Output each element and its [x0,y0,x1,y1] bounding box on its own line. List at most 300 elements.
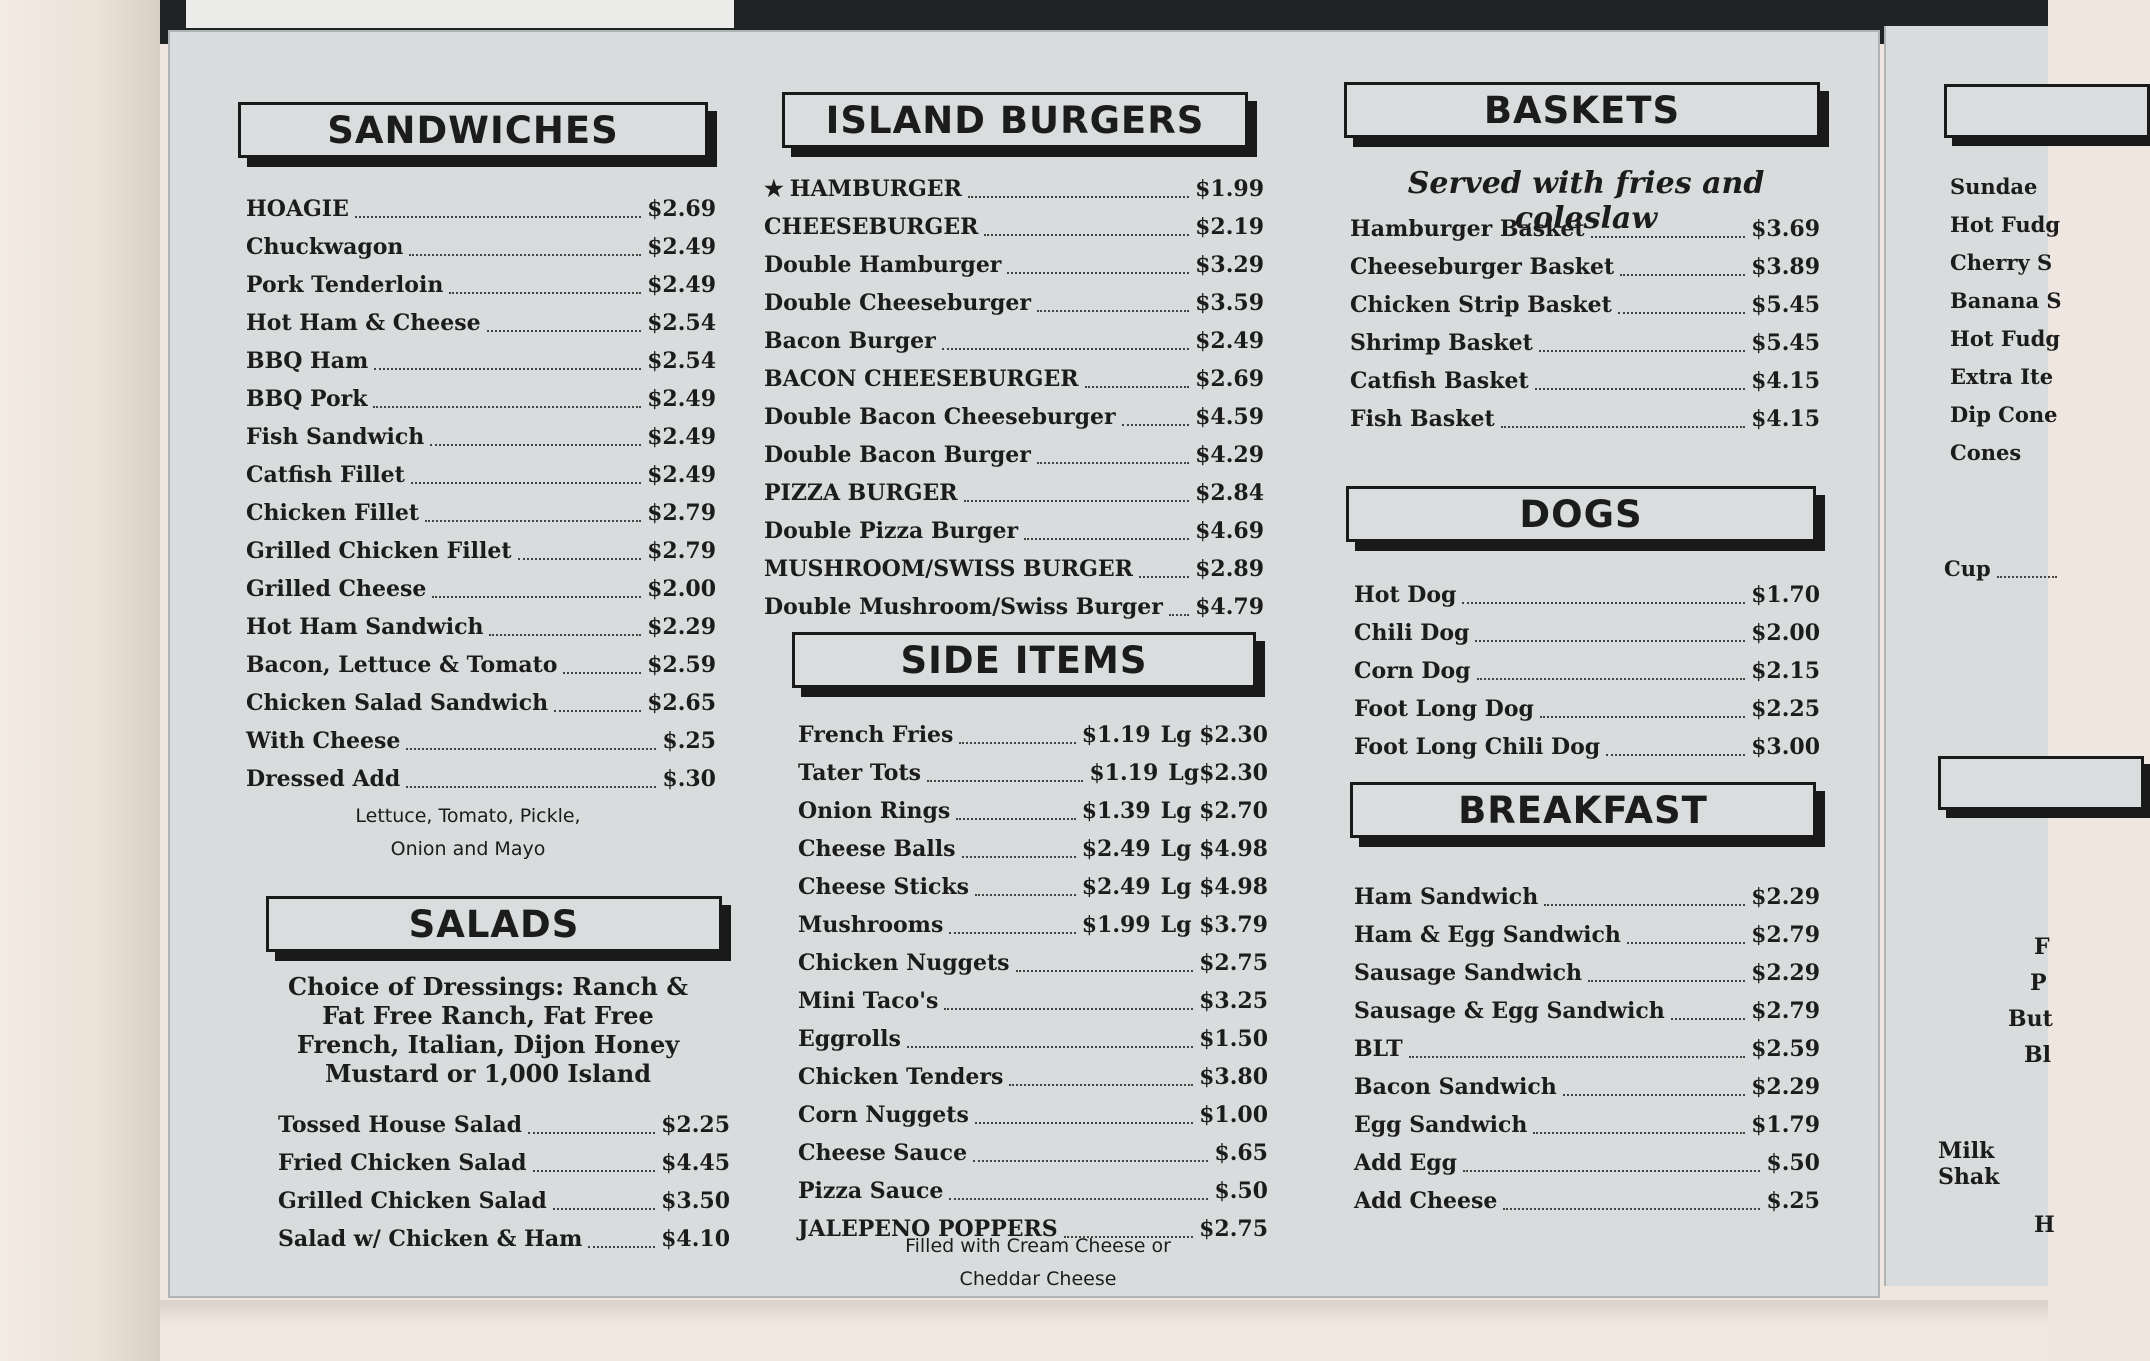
partial-item-name: Cherry S [1950,250,2053,275]
menu-item-price: $2.49 [1195,328,1264,354]
menu-item-row [246,266,716,304]
menu-item-name: Chicken Strip Basket [1350,292,1612,318]
dot-leader [1085,360,1190,388]
dot-leader [374,342,641,370]
dot-leader [956,792,1075,820]
menu-item-price: $5.45 [1751,330,1820,356]
menu-item-row [246,494,716,532]
dot-leader [1606,728,1745,756]
dot-leader [964,474,1190,502]
menu-item-name: Tossed House Salad [278,1112,522,1138]
sandwiches-note-line1: Lettuce, Tomato, Pickle, [355,805,581,827]
menu-item-name: Mushrooms [798,912,944,938]
menu-item-price: $2.79 [647,538,716,564]
partial-list [1950,168,2150,472]
menu-item-name: Double Bacon Cheeseburger [764,404,1116,430]
menu-item-row [246,760,716,798]
menu-item-name: Add Egg [1354,1150,1458,1176]
dot-leader [1477,652,1746,680]
menu-item-name: Chicken Fillet [246,500,420,526]
menu-item-name: BLT [1354,1036,1403,1062]
dot-leader [1503,1182,1760,1210]
partial-item-name: Dip Cone [1950,402,2058,427]
partial-banner-bottom [1938,756,2144,810]
dot-leader [528,1106,655,1134]
dot-leader [949,906,1075,934]
menu-item-name: Chicken Tenders [798,1064,1004,1090]
menu-item-price: $2.00 [1751,620,1820,646]
dot-leader [1588,954,1745,982]
menu-item-row [798,792,1268,830]
dot-leader [409,228,641,256]
menu-item-name: Grilled Cheese [246,576,427,602]
partial-item-row [1950,244,2150,282]
menu-item-name: HAMBURGER [789,176,962,202]
menu-item-name: Fish Basket [1350,406,1495,432]
menu-item-row [278,1220,730,1258]
partial-item-name: Cones [1950,440,2022,465]
menu-item-row [246,228,716,266]
dot-leader [1544,878,1745,906]
menu-item-row [1354,954,1820,992]
menu-item-price: $3.69 [1751,216,1820,242]
menu-item-price: $2.84 [1195,480,1264,506]
menu-item-name: Pork Tenderloin [246,272,444,298]
dot-leader [1007,246,1189,274]
menu-item-row [246,608,716,646]
dot-leader [1169,588,1189,616]
menu-item-price: $1.99 [1081,912,1151,938]
sides-banner [792,632,1256,688]
menu-item-row [1354,916,1820,954]
menu-sheet-partial [1884,26,2062,1286]
dot-leader [1591,210,1746,238]
star-icon: ★ [764,176,784,202]
menu-item-name: Corn Dog [1354,658,1471,684]
menu-item-price: $2.69 [1195,366,1264,392]
menu-item-row [246,646,716,684]
menu-item-row [798,1096,1268,1134]
menu-item-large-price: Lg$2.30 [1168,760,1268,786]
menu-item-row [278,1106,730,1144]
menu-item-name: Cheeseburger Basket [1350,254,1615,280]
menu-item-row [798,868,1268,906]
menu-item-name: BACON CHEESEBURGER [764,366,1079,392]
breakfast-title: BREAKFAST [1458,788,1708,832]
menu-item-price: $4.79 [1195,594,1264,620]
dot-leader [406,722,656,750]
menu-item-name: Ham & Egg Sandwich [1354,922,1621,948]
burgers-title: ISLAND BURGERS [825,98,1205,142]
dot-leader [968,170,1189,198]
menu-item-price: $3.00 [1751,734,1820,760]
menu-item-name: Hot Dog [1354,582,1457,608]
menu-item-price: $2.29 [647,614,716,640]
menu-item-name: Catfish Fillet [246,462,405,488]
menu-item-name: Cheese Balls [798,836,956,862]
dot-leader [1618,286,1745,314]
menu-item-row [1354,652,1820,690]
menu-item-row [1350,362,1820,400]
baskets-title: BASKETS [1483,88,1681,132]
menu-item-row [798,1134,1268,1172]
salads-banner [266,896,722,952]
menu-item-price: $2.54 [647,348,716,374]
menu-item-row [798,944,1268,982]
dot-leader [949,1172,1208,1200]
menu-item-price: $2.79 [1751,922,1820,948]
partial-item-row [1950,434,2150,472]
dot-leader [984,208,1189,236]
menu-item-price: $1.79 [1751,1112,1820,1138]
dot-leader [1535,362,1746,390]
menu-item-row [246,456,716,494]
menu-sheet [168,30,1880,1298]
menu-item-row [1354,1030,1820,1068]
menu-item-price: $.25 [1766,1188,1820,1214]
partial-item-name: Hot Fudg [1950,326,2061,351]
baskets-subtitle: Served with fries and coleslaw [1407,166,1765,236]
dot-leader [411,456,641,484]
menu-item-price: $2.59 [647,652,716,678]
menu-item-row [246,684,716,722]
menu-item-name: Chili Dog [1354,620,1470,646]
menu-item-name: Fried Chicken Salad [278,1150,527,1176]
menu-item-row [798,1058,1268,1096]
menu-item-large-price: Lg $2.30 [1160,722,1268,748]
menu-item-row [1354,576,1820,614]
menu-item-row [278,1182,730,1220]
menu-item-name: Double Mushroom/Swiss Burger [764,594,1163,620]
menu-item-name: Sausage Sandwich [1354,960,1583,986]
menu-item-row [798,906,1268,944]
menu-item-price: $3.59 [1195,290,1264,316]
menu-item-name: Chuckwagon [246,234,404,260]
menu-item-price: $2.65 [647,690,716,716]
dot-leader [942,322,1189,350]
menu-item-price: $4.29 [1195,442,1264,468]
menu-item-row [1354,728,1820,766]
sandwiches-note [248,800,688,866]
menu-item-row [246,190,716,228]
menu-item-row [1350,248,1820,286]
menu-item-price: $2.49 [647,462,716,488]
menu-item-price: $2.49 [647,272,716,298]
dot-leader [355,190,641,218]
dot-leader [563,646,641,674]
dot-leader [1540,690,1745,718]
menu-item-price: $3.50 [661,1188,730,1214]
menu-item-row [246,380,716,418]
menu-item-name: Bacon, Lettuce & Tomato [246,652,558,678]
menu-item-row [764,322,1264,360]
menu-item-row [278,1144,730,1182]
menu-item-name: MUSHROOM/SWISS BURGER [764,556,1133,582]
menu-item-price: $1.50 [1199,1026,1268,1052]
menu-item-row [798,1020,1268,1058]
dot-leader [518,532,642,560]
menu-item-name: Salad w/ Chicken & Ham [278,1226,583,1252]
menu-item-row [798,716,1268,754]
sides-title: SIDE ITEMS [900,638,1148,682]
menu-item-row [764,512,1264,550]
menu-item-price: $2.29 [1751,1074,1820,1100]
menu-item-row [246,304,716,342]
menu-item-price: $.50 [1214,1178,1268,1204]
menu-item-name: Shrimp Basket [1350,330,1533,356]
menu-item-name: With Cheese [246,728,401,754]
menu-item-row [1350,286,1820,324]
partial-item-name: Hot Fudg [1950,212,2061,237]
menu-item-row [798,830,1268,868]
dot-leader [973,1134,1208,1162]
sandwiches-list [246,190,716,798]
dot-leader [1539,324,1745,352]
menu-item-large-price: Lg $4.98 [1160,836,1268,862]
menu-item-price: $2.15 [1751,658,1820,684]
menu-item-name: Foot Long Dog [1354,696,1534,722]
breakfast-list [1354,878,1820,1220]
menu-item-row [764,170,1264,208]
menu-item-price: $3.89 [1751,254,1820,280]
partial-banner-top [1944,84,2150,138]
dot-leader [1139,550,1189,578]
salads-dressings: Choice of Dressings: Ranch & Fat Free Ranch, Fat Free French, Italian, Dijon Honey Mustard or 1,000 Island [287,972,688,1088]
partial-cup-label: Cup [1944,556,1991,581]
menu-item-row [1354,992,1820,1030]
menu-item-name: Cheese Sticks [798,874,969,900]
menu-item-name: Hot Ham & Cheese [246,310,481,336]
menu-item-price: $5.45 [1751,292,1820,318]
sandwiches-note-line2: Onion and Mayo [390,838,546,860]
menu-item-name: Double Hamburger [764,252,1002,278]
sides-note-line1: Filled with Cream Cheese or [905,1235,1171,1257]
menu-item-row [246,532,716,570]
menu-item-name: Tater Tots [798,760,921,786]
menu-item-price: $.25 [662,728,716,754]
menu-item-price: $4.15 [1751,406,1820,432]
menu-item-price: $4.45 [661,1150,730,1176]
partial-item-name: Extra Ite [1950,364,2054,389]
dot-leader [373,380,641,408]
menu-item-price: $4.15 [1751,368,1820,394]
menu-item-price: $2.49 [647,386,716,412]
dot-leader [1037,436,1189,464]
dot-leader [1627,916,1745,944]
dot-leader [944,982,1193,1010]
menu-item-price: $.50 [1766,1150,1820,1176]
menu-item-price: $2.75 [1199,1216,1268,1242]
partial-letter-4: Bl [2024,1042,2051,1068]
menu-item-row [1354,1182,1820,1220]
menu-item-name: Double Pizza Burger [764,518,1019,544]
dot-leader [554,684,641,712]
partial-item-row [1950,168,2150,206]
dot-leader [406,760,656,788]
menu-item-name: BBQ Pork [246,386,368,412]
menu-item-price: $2.54 [647,310,716,336]
sides-list [798,716,1268,1248]
menu-item-row [1354,1144,1820,1182]
menu-item-name: Bacon Sandwich [1354,1074,1557,1100]
baskets-list [1350,210,1820,438]
menu-item-row [246,342,716,380]
dot-leader [1037,284,1189,312]
menu-item-name: Ham Sandwich [1354,884,1539,910]
menu-item-price: $2.29 [1751,884,1820,910]
salads-title: SALADS [408,902,580,946]
menu-item-row [764,588,1264,626]
menu-item-row [764,284,1264,322]
menu-item-name: Double Bacon Burger [764,442,1031,468]
menu-item-name: Hot Ham Sandwich [246,614,484,640]
menu-item-price: $1.70 [1751,582,1820,608]
dot-leader [1016,944,1194,972]
dogs-banner [1346,486,1816,542]
dot-leader [959,716,1075,744]
menu-item-large-price: Lg $4.98 [1160,874,1268,900]
menu-item-row [1350,210,1820,248]
menu-item-name: Double Cheeseburger [764,290,1031,316]
partial-milk-shake: Milk Shak [1938,1138,2000,1190]
dot-leader [533,1144,656,1172]
partial-letter-h: H [2034,1212,2055,1238]
menu-item-price: $2.89 [1195,556,1264,582]
menu-item-price: $4.69 [1195,518,1264,544]
dot-leader [907,1020,1193,1048]
dogs-list [1354,576,1820,766]
menu-item-name: Pizza Sauce [798,1178,944,1204]
partial-item-row [1950,320,2150,358]
partial-letter-2: P [2030,970,2047,996]
dot-leader [1009,1058,1193,1086]
baskets-banner [1344,82,1820,138]
menu-item-large-price: Lg $3.79 [1160,912,1268,938]
menu-item-row [1350,324,1820,362]
menu-item-name: Hamburger Basket [1350,216,1585,242]
burgers-list [764,170,1264,626]
sandwiches-title: SANDWICHES [327,108,619,152]
top-paper-strip [186,0,734,28]
menu-item-name: Egg Sandwich [1354,1112,1528,1138]
menu-item-price: $2.19 [1195,214,1264,240]
menu-item-price: $1.19 [1081,722,1151,748]
dot-leader [1463,1144,1760,1172]
menu-item-price: $3.25 [1199,988,1268,1014]
dogs-title: DOGS [1519,492,1643,536]
menu-item-name: Foot Long Chili Dog [1354,734,1601,760]
partial-item-row [1950,282,2150,320]
menu-item-name: PIZZA BURGER [764,480,958,506]
menu-item-price: $2.25 [661,1112,730,1138]
menu-item-row [246,570,716,608]
window-frame-left [0,0,160,1361]
menu-item-price: $4.10 [661,1226,730,1252]
menu-item-row [764,246,1264,284]
dot-leader [489,608,641,636]
partial-item-row [1950,206,2150,244]
menu-item-name: Chicken Salad Sandwich [246,690,549,716]
menu-item-name: Cheese Sauce [798,1140,968,1166]
menu-item-price: $.65 [1214,1140,1268,1166]
salads-list [278,1106,730,1258]
dot-leader [1671,992,1745,1020]
menu-item-row [798,982,1268,1020]
partial-letter-3: But [2008,1006,2053,1032]
dot-leader [1563,1068,1745,1096]
dot-leader [1409,1030,1745,1058]
dot-leader [1122,398,1190,426]
menu-item-row [1350,400,1820,438]
menu-item-name: French Fries [798,722,954,748]
menu-item-row [764,208,1264,246]
partial-item-row [1950,358,2150,396]
dot-leader [432,570,641,598]
menu-item-price: $2.79 [647,500,716,526]
menu-item-price: $2.49 [1081,836,1151,862]
menu-item-name: Bacon Burger [764,328,936,354]
menu-item-name: Corn Nuggets [798,1102,969,1128]
menu-item-row [764,550,1264,588]
menu-item-name: BBQ Ham [246,348,369,374]
menu-item-row [798,1172,1268,1210]
sides-note-line2: Cheddar Cheese [959,1268,1117,1290]
sides-note [818,1230,1258,1296]
partial-item-name: Banana S [1950,288,2062,313]
dot-leader [975,868,1076,896]
menu-item-row [1354,878,1820,916]
menu-item-row [1354,614,1820,652]
menu-item-row [764,474,1264,512]
menu-item-name: Add Cheese [1354,1188,1498,1214]
menu-item-row [1354,1106,1820,1144]
dot-leader [1533,1106,1745,1134]
menu-item-price: $2.49 [647,424,716,450]
menu-item-name: Grilled Chicken Salad [278,1188,547,1214]
menu-item-price: $1.19 [1089,760,1159,786]
menu-item-price: $.30 [662,766,716,792]
dot-leader [1024,512,1189,540]
dot-leader [1475,614,1745,642]
dot-leader [487,304,641,332]
menu-item-price: $2.29 [1751,960,1820,986]
dot-leader [975,1096,1193,1124]
window-sill [160,1300,2048,1361]
menu-item-row [246,722,716,760]
dot-leader [1501,400,1745,428]
dot-leader [927,754,1083,782]
dot-leader [1462,576,1745,604]
dot-leader [425,494,641,522]
menu-item-price: $2.00 [647,576,716,602]
menu-item-name: CHEESEBURGER [764,214,979,240]
menu-item-row [1354,1068,1820,1106]
breakfast-banner [1350,782,1816,838]
menu-item-price: $2.79 [1751,998,1820,1024]
menu-item-row [798,754,1268,792]
menu-item-price: $3.29 [1195,252,1264,278]
menu-item-name: JALEPENO POPPERS [798,1216,1058,1242]
menu-item-price: $1.00 [1199,1102,1268,1128]
menu-item-name: Catfish Basket [1350,368,1529,394]
menu-item-row [764,360,1264,398]
menu-item-name: Dressed Add [246,766,401,792]
menu-item-name: Mini Taco's [798,988,939,1014]
menu-item-price: $2.49 [647,234,716,260]
burgers-banner [782,92,1248,148]
menu-item-name: Eggrolls [798,1026,901,1052]
menu-item-row [246,418,716,456]
